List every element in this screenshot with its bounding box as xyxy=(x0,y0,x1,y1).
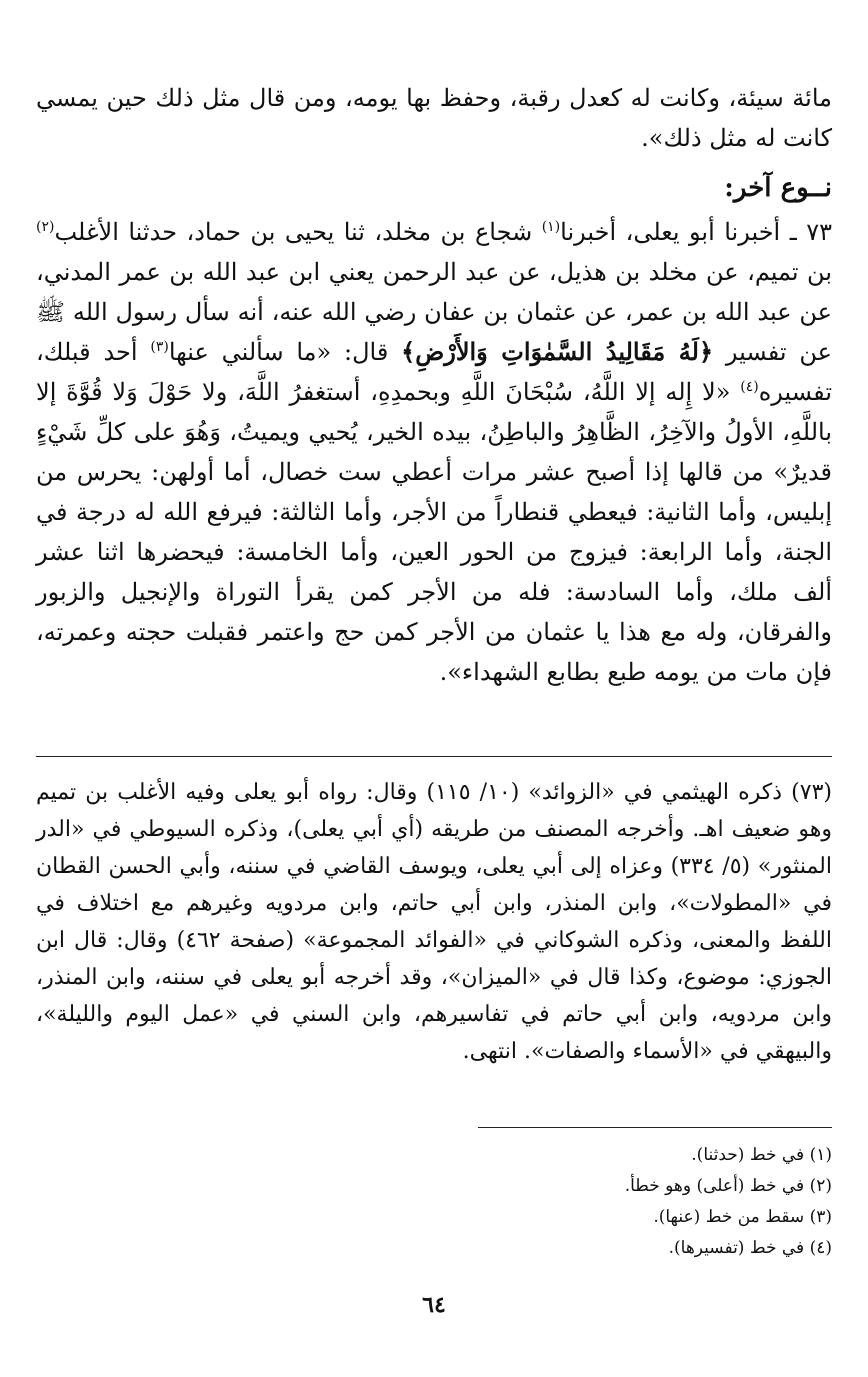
hadith-number: ٧٣ ـ xyxy=(789,218,833,246)
footnote-2: (٢) في خط (أعلى) وهو خطأ. xyxy=(624,1176,832,1196)
footnote-ref-2: (٢) xyxy=(36,219,55,235)
hadith-text-part-3: بن تميم، عن مخلد بن هذيل، عن عبد الرحمن يعني ابن عبد الله بن عمر المدني، عن عبد الله بن عمر، عن عثمان بن عفان رضي الله عنه، أنه سأل رسول الله ﷺ عن تفسير xyxy=(36,258,832,366)
page-number: ٦٤ xyxy=(422,1292,446,1318)
footnote-divider xyxy=(478,1127,832,1128)
footnotes xyxy=(36,1140,832,1264)
footnote-ref-1: (١) xyxy=(541,219,561,235)
hadith-paragraph xyxy=(36,212,832,692)
main-text xyxy=(36,78,832,692)
hadith-text-part-1: أخبرنا أبو يعلى، أخبرنا xyxy=(560,218,781,246)
hadith-text-part-4: قال: «ما سألني عنها xyxy=(168,338,389,366)
commentary-divider xyxy=(36,756,832,757)
footnote-ref-3: (٣) xyxy=(150,339,169,355)
hadith-text-part-6: «لا إِله إلا اللَّهُ، سُبْحَانَ اللَّهِ وبحمدِهِ، أستغفرُ اللَّهَ، ولا حَوْلَ وَلا قُوَّةَ إلا باللَّهِ، الأولُ والآخِرُ، الظَّاهِرُ والباطِنُ، بيده الخير، يُحيي ويميتُ، وَهُوَ على كلِّ شَيْءٍ قديرٌ» من قالها إذا أصبح عشر مرات أعطي ست خصال، أما أولهن: يحرس من إبليس، وأما الثانية: فيعطي قنطاراً من الأجر، وأما الثالثة: فيرفع الله له درجة في الجنة، وأما الرابعة: فيزوج من الحور العين، وأما الخامسة: فيحضرها اثنا عشر ألف ملك، وأما السادسة: فله من الأجر كمن يقرأ التوراة والإنجيل والزبور والفرقان، وله مع هذا يا عثمان من الأجر كمن حج واعتمر فقبلت حجته وعمرته، فإن مات من يومه طبع بطابع الشهداء». xyxy=(36,378,833,686)
hadith-text-part-5: أحد قبلك، تفسيره xyxy=(36,338,832,406)
footnote-ref-4: (٤) xyxy=(740,379,759,395)
footnote-3: (٣) سقط من خط (عنها). xyxy=(653,1207,832,1227)
continuation-paragraph: مائة سيئة، وكانت له كعدل رقبة، وحفظ بها يومه، ومن قال مثل ذلك حين يمسي كانت له مثل ذلك». xyxy=(36,84,832,152)
commentary-text: (٧٣) ذكره الهيثمي في «الزوائد» (١٠/ ١١٥) وقال: رواه أبو يعلى وفيه الأغلب بن تميم وهو ضعيف اهـ. وأخرجه المصنف من طريقه (أي أبي يعلى)، وذكره السيوطي في «الدر المنثور» (٥/ ٣٣٤) وعزاه إلى أبي يعلى، ويوسف القاضي في سننه، وأبي الحسن القطان في «المطولات»، وابن المنذر، وابن أبي حاتم، وابن مردويه وغيرهم مع اختلاف في اللفظ والمعنى، وذكره الشوكاني في «الفوائد المجموعة» (صفحة ٤٦٢) وقال: قال ابن الجوزي: موضوع، وكذا قال في «الميزان»، وقد أخرجه أبو يعلى في سننه، وابن المنذر، وابن مردويه، وابن أبي حاتم في تفاسيرهم، وابن السني في «عمل اليوم والليلة»، والبيهقي في «الأسماء والصفات». انتهى. xyxy=(36,780,832,1064)
commentary-note xyxy=(36,774,832,1070)
footnote-4: (٤) في خط (تفسيرها). xyxy=(668,1238,832,1258)
quran-verse: ﴿لَهُ مَقَالِيدُ السَّمٰوَاتِ وَالأَرْضِ﴾ xyxy=(401,337,714,366)
section-heading: نــوع آخر: xyxy=(724,173,832,203)
footnote-1: (١) في خط (حدثنا). xyxy=(691,1145,832,1165)
hadith-text-part-2: شجاع بن مخلد، ثنا يحيى بن حماد، حدثنا الأغلب xyxy=(54,218,533,246)
